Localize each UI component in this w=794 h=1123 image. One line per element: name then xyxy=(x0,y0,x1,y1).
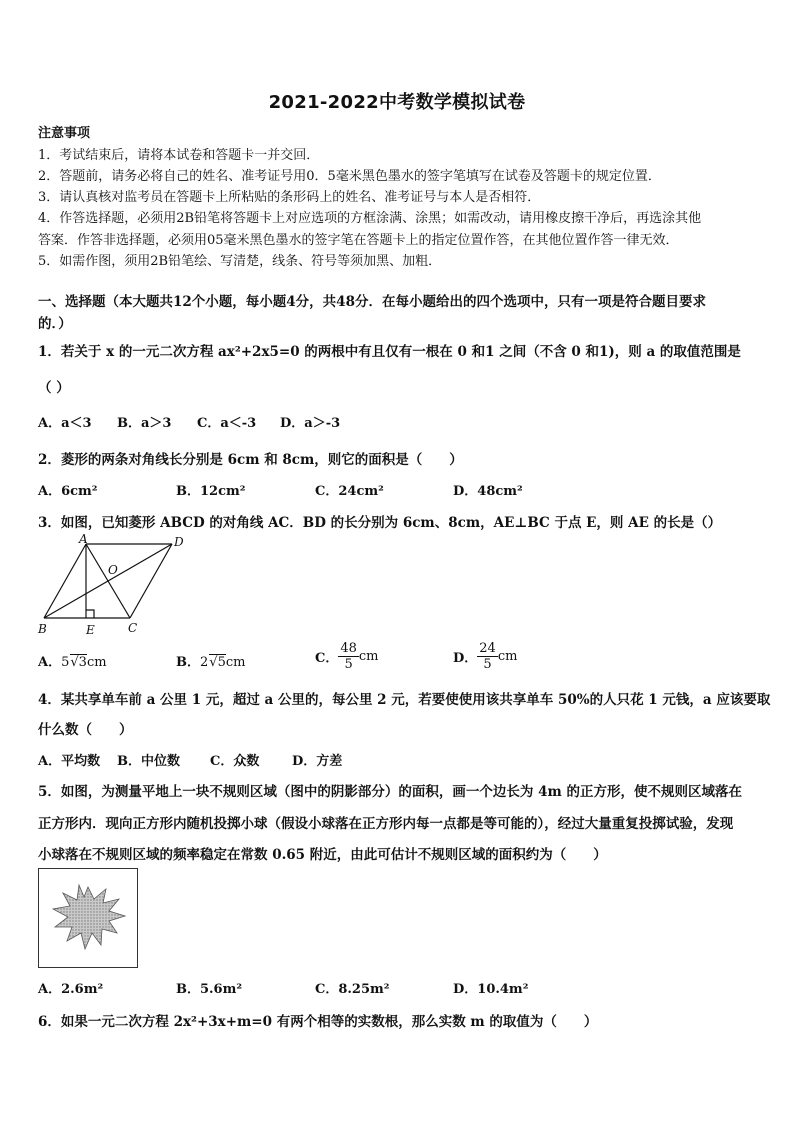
option-b-unit: cm xyxy=(225,655,246,670)
question-3-stem: 3．如图，已知菱形 ABCD 的对角线 AC．BD 的长分别为 6cm、8cm，AE⊥BC 于点 E，则 AE 的长是（） xyxy=(38,515,722,531)
option-b-coef: 2 xyxy=(200,655,209,670)
option-b: B．a＞3 xyxy=(117,416,172,431)
notice-item: 4．作答选择题，必须用2B铅笔将答题卡上对应选项的方框涂满、涂黑；如需改动，请用橡皮擦干净后，再选涂其他 xyxy=(38,211,702,226)
option-d: D．48cm² xyxy=(453,484,523,499)
notice-heading: 注意事项 xyxy=(38,126,91,141)
option-a: A．6cm² xyxy=(38,484,98,499)
question-4-stem: 4．某共享单车前 a 公里 1 元，超过 a 公里的，每公里 2 元，若要使使用该共享单车 50%的人只花 1 元钱，a 应该要取 xyxy=(38,692,771,708)
irregular-region-shape xyxy=(39,869,137,967)
option-a: A．a＜3 xyxy=(38,416,92,431)
option-d-numerator: 24 xyxy=(479,641,496,656)
question-2-stem: 2．菱形的两条对角线长分别是 6cm 和 8cm，则它的面积是（ ） xyxy=(38,452,463,468)
notice-item: 2．答题前，请务必将自己的姓名、准考证号用0．5毫米黑色墨水的签字笔填写在试卷及答题卡的规定位置． xyxy=(38,169,661,184)
question-5-stem-cont: 正方形内．现向正方形内随机投掷小球（假设小球落在正方形内每一点都是等可能的），经过大量重复投掷试验，发现 xyxy=(38,816,734,832)
notice-item: 答案．作答非选择题，必须用05毫米黑色墨水的签字笔在答题卡上的指定位置作答，在其他位置作答一律无效． xyxy=(38,233,679,248)
page-title: 2021-2022中考数学模拟试卷 xyxy=(268,92,526,113)
point-d-label: D xyxy=(174,535,184,549)
section-header: 一、选择题（本大题共12个小题，每小题4分，共48分．在每小题给出的四个选项中，只有一项是符合题目要求 xyxy=(38,294,706,310)
option-b: B．2√5cm xyxy=(176,655,246,670)
option-a: A．2.6m² xyxy=(38,982,104,997)
question-5-stem: 5．如图，为测量平地上一块不规则区域（图中的阴影部分）的面积，画一个边长为 4m 的正方形，使不规则区域落在 xyxy=(38,784,742,800)
option-d-label: D． xyxy=(453,651,478,666)
option-b: B．12cm² xyxy=(176,484,246,499)
option-a-radicand: 3 xyxy=(78,655,87,670)
option-c-numerator: 48 xyxy=(340,641,357,656)
option-a-unit: cm xyxy=(86,655,107,670)
option-c: C．8.25m² xyxy=(315,982,390,997)
option-d-denominator: 5 xyxy=(483,657,492,672)
point-c-label: C xyxy=(128,621,138,635)
question-4-stem-cont: 什么数（ ） xyxy=(38,722,133,738)
option-c: C．a＜-3 xyxy=(197,416,257,431)
option-d: D．方差 xyxy=(292,754,343,769)
question-1-stem-cont: （ ） xyxy=(38,380,70,396)
option-c xyxy=(315,641,379,672)
option-c-label: C． xyxy=(315,651,339,666)
option-d xyxy=(453,641,517,672)
option-b: B．中位数 xyxy=(117,754,180,769)
point-b-label: B xyxy=(38,622,47,636)
option-a-coef: 5 xyxy=(61,655,70,670)
option-a: A．平均数 xyxy=(38,754,101,769)
option-d: D．10.4m² xyxy=(453,982,529,997)
point-o-label: O xyxy=(108,563,118,577)
option-c: C．众数 xyxy=(210,754,260,769)
question-5-stem-cont: 小球落在不规则区域的频率稳定在常数 0.65 附近，由此可估计不规则区域的面积约为（ ） xyxy=(38,847,607,863)
option-d-unit: cm xyxy=(497,649,518,664)
option-b-radicand: 5 xyxy=(217,655,226,670)
notice-item: 5．如需作图，须用2B铅笔绘、写清楚，线条、符号等须加黑、加粗． xyxy=(38,254,442,269)
notice-item: 3．请认真核对监考员在答题卡上所粘贴的条形码上的姓名、准考证号与本人是否相符． xyxy=(38,190,541,205)
notice-item: 1．考试结束后，请将本试卷和答题卡一并交回． xyxy=(38,148,320,163)
rhombus-figure xyxy=(34,532,192,640)
question-1-stem: 1．若关于 x 的一元二次方程 ax²+2x5=0 的两根中有且仅有一根在 0 和1 之间（不含 0 和1)，则 a 的取值范围是 xyxy=(38,344,741,360)
option-c: C．24cm² xyxy=(315,484,384,499)
point-e-label: E xyxy=(86,623,95,637)
option-c-unit: cm xyxy=(358,649,379,664)
point-a-label: A xyxy=(79,532,88,546)
option-b-label: B． xyxy=(176,655,200,670)
section-header-cont: 的．） xyxy=(38,316,72,332)
square-figure xyxy=(38,868,138,968)
question-6-stem: 6．如果一元二次方程 2x²+3x+m=0 有两个相等的实数根，那么实数 m 的取值为（ ） xyxy=(38,1014,598,1030)
option-a: A．5√3cm xyxy=(38,655,107,670)
option-b: B．5.6m² xyxy=(176,982,243,997)
option-d: D．a＞-3 xyxy=(280,416,341,431)
option-c-denominator: 5 xyxy=(344,657,353,672)
option-a-label: A． xyxy=(38,655,62,670)
